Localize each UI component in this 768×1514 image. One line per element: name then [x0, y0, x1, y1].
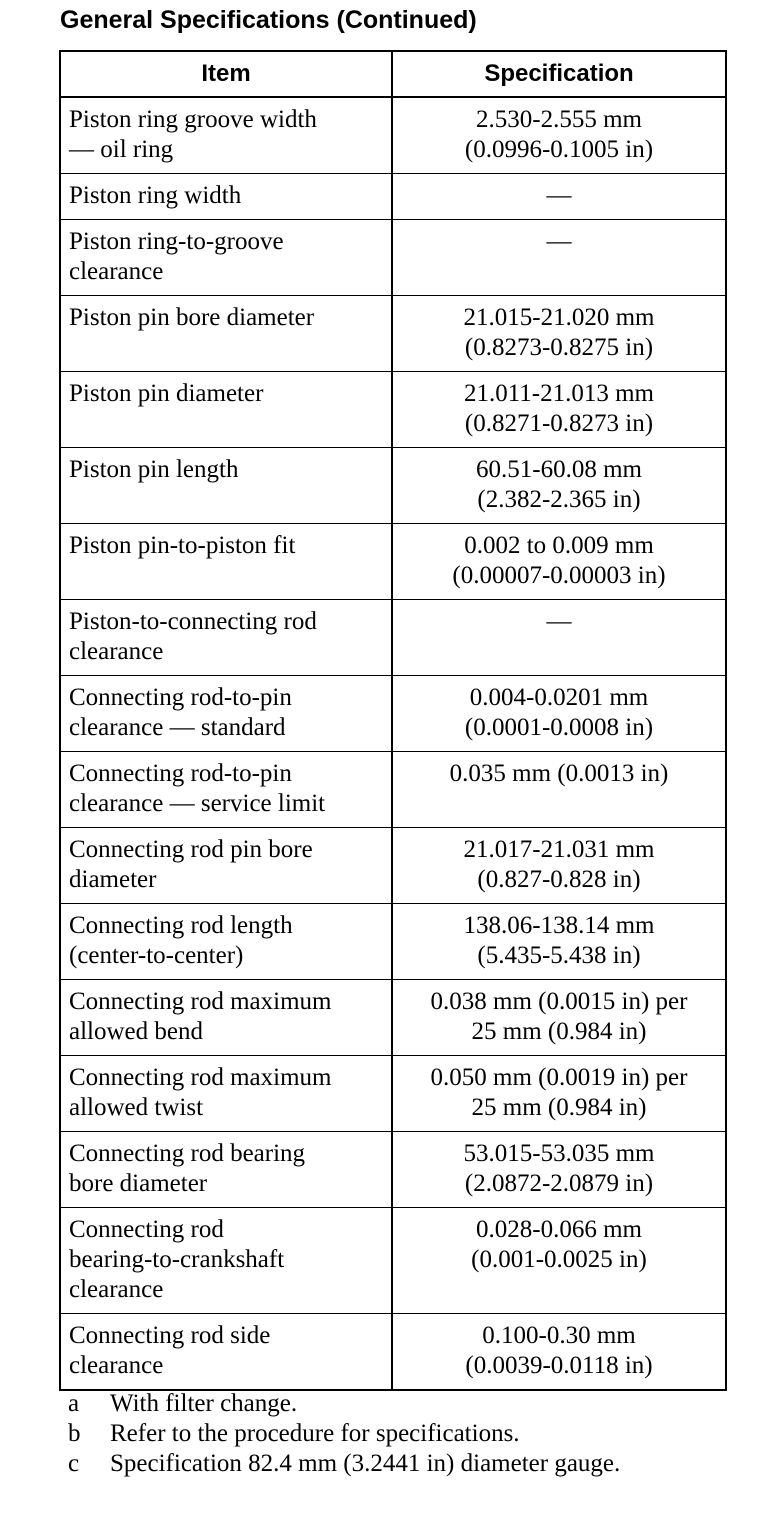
specification-cell — [392, 97, 726, 174]
footnote — [68, 1419, 620, 1449]
item-cell — [60, 296, 392, 372]
specification-cell — [392, 448, 726, 524]
specification-cell — [392, 1132, 726, 1208]
table-row — [60, 1208, 726, 1314]
item-line: Piston ring-to-groove — [69, 228, 284, 255]
item-line: Connecting rod maximum — [69, 1064, 332, 1091]
specification-line: 138.06-138.14 mm — [463, 912, 655, 939]
specification-line: (0.0996-0.1005 in) — [464, 136, 654, 163]
specification-column-header: Specification — [392, 51, 726, 97]
item-line: (center-to-center) — [69, 942, 244, 969]
specification-cell — [392, 1056, 726, 1132]
specification-line: (0.0001-0.0008 in) — [464, 714, 654, 741]
specification-cell — [392, 524, 726, 600]
specification-line: 60.51-60.08 mm — [476, 456, 642, 483]
specification-line: (2.0872-2.0879 in) — [464, 1170, 654, 1197]
table-row — [60, 372, 726, 448]
item-line: Connecting rod maximum — [69, 988, 332, 1015]
specification-line: (0.00007-0.00003 in) — [452, 562, 666, 589]
specification-line: 0.002 to 0.009 mm — [464, 532, 654, 559]
item-line: Connecting rod-to-pin — [69, 684, 292, 711]
item-line: clearance — [69, 1276, 164, 1303]
specification-cell — [392, 676, 726, 752]
item-line: Connecting rod bearing — [69, 1140, 306, 1167]
specification-line: 0.035 mm (0.0013 in) — [449, 760, 669, 787]
specification-line: — — [546, 608, 572, 635]
table-row — [60, 97, 726, 174]
item-cell — [60, 524, 392, 600]
item-column-header: Item — [60, 51, 392, 97]
item-line: clearance — [69, 258, 164, 285]
specification-line: (0.8273-0.8275 in) — [464, 334, 654, 361]
table-row — [60, 1314, 726, 1391]
item-line: Piston pin bore diameter — [69, 304, 315, 331]
item-line: Piston ring groove width — [69, 106, 317, 133]
item-line: Connecting rod side — [69, 1322, 271, 1349]
item-cell — [60, 1132, 392, 1208]
table-row — [60, 1056, 726, 1132]
table-row — [60, 752, 726, 828]
item-line: — oil ring — [69, 136, 174, 163]
table-row — [60, 828, 726, 904]
item-line: Connecting rod pin bore — [69, 836, 313, 863]
item-line: Piston pin-to-piston fit — [69, 532, 296, 559]
specification-cell — [392, 1208, 726, 1314]
specification-line: 0.004-0.0201 mm — [469, 684, 649, 711]
specification-cell — [392, 174, 726, 220]
item-cell — [60, 372, 392, 448]
footnote-key: a — [68, 1390, 80, 1417]
specification-line: (0.8271-0.8273 in) — [464, 410, 654, 437]
item-line: Connecting rod-to-pin — [69, 760, 292, 787]
table-row — [60, 676, 726, 752]
specification-line: 2.530-2.555 mm — [476, 106, 642, 133]
table-row — [60, 980, 726, 1056]
specification-cell — [392, 752, 726, 828]
specification-cell — [392, 220, 726, 296]
table-row — [60, 174, 726, 220]
specification-cell — [392, 904, 726, 980]
specification-cell — [392, 372, 726, 448]
page-title: General Specifications (Continued) — [60, 6, 477, 34]
footnote-text: Specification 82.4 mm (3.2441 in) diameter gauge. — [110, 1450, 621, 1477]
table-row — [60, 220, 726, 296]
table-row — [60, 448, 726, 524]
footnote-text: Refer to the procedure for specifications. — [110, 1420, 520, 1447]
specification-line: 21.017-21.031 mm — [463, 836, 655, 863]
item-line: diameter — [69, 866, 157, 893]
specifications-table — [59, 50, 727, 1391]
footnotes — [68, 1389, 620, 1479]
item-line: Piston pin diameter — [69, 380, 264, 407]
item-cell — [60, 904, 392, 980]
table-row — [60, 296, 726, 372]
item-line: allowed twist — [69, 1094, 204, 1121]
footnote-text: With filter change. — [110, 1390, 298, 1417]
item-line: clearance — [69, 1352, 164, 1379]
item-cell — [60, 448, 392, 524]
specification-line: 25 mm (0.984 in) — [471, 1094, 647, 1121]
footnote-key: c — [68, 1450, 80, 1477]
item-line: Connecting rod length — [69, 912, 293, 939]
specification-line: 0.050 mm (0.0019 in) per — [430, 1064, 688, 1091]
specification-line: 21.011-21.013 mm — [463, 380, 655, 407]
specification-line: 53.015-53.035 mm — [463, 1140, 655, 1167]
item-line: clearance — service limit — [69, 790, 326, 817]
specification-line: (5.435-5.438 in) — [477, 942, 641, 969]
specification-line: 21.015-21.020 mm — [463, 304, 655, 331]
specification-cell — [392, 296, 726, 372]
item-cell — [60, 174, 392, 220]
table-row — [60, 904, 726, 980]
table-row — [60, 600, 726, 676]
item-cell — [60, 980, 392, 1056]
item-cell — [60, 676, 392, 752]
footnote — [68, 1389, 620, 1419]
specification-line: — — [546, 182, 572, 209]
item-line: bearing-to-crankshaft — [69, 1246, 285, 1273]
item-cell — [60, 1056, 392, 1132]
item-cell — [60, 600, 392, 676]
item-line: allowed bend — [69, 1018, 203, 1045]
footnote-key: b — [68, 1420, 81, 1447]
table-row — [60, 524, 726, 600]
specification-cell — [392, 1314, 726, 1391]
specification-cell — [392, 828, 726, 904]
specification-line: 25 mm (0.984 in) — [471, 1018, 647, 1045]
item-line: Connecting rod — [69, 1216, 224, 1243]
item-cell — [60, 1208, 392, 1314]
item-cell — [60, 220, 392, 296]
item-line: bore diameter — [69, 1170, 208, 1197]
specification-line: 0.038 mm (0.0015 in) per — [430, 988, 688, 1015]
specification-line: (2.382-2.365 in) — [477, 486, 641, 513]
table-row — [60, 1132, 726, 1208]
specification-cell — [392, 980, 726, 1056]
table-header-row — [60, 51, 726, 97]
specification-line: (0.0039-0.0118 in) — [465, 1352, 653, 1379]
specification-line: (0.827-0.828 in) — [477, 866, 641, 893]
specification-line: 0.100-0.30 mm — [482, 1322, 636, 1349]
item-line: clearance — [69, 638, 164, 665]
item-line: clearance — standard — [69, 714, 286, 741]
item-cell — [60, 828, 392, 904]
table-body — [60, 97, 726, 1390]
item-line: Piston ring width — [69, 182, 242, 209]
item-cell — [60, 752, 392, 828]
item-cell — [60, 1314, 392, 1391]
footnote — [68, 1449, 620, 1479]
item-cell — [60, 97, 392, 174]
specification-cell — [392, 600, 726, 676]
specification-line: — — [546, 228, 572, 255]
specification-line: (0.001-0.0025 in) — [471, 1246, 647, 1273]
item-line: Piston pin length — [69, 456, 239, 483]
item-line: Piston-to-connecting rod — [69, 608, 317, 635]
specification-line: 0.028-0.066 mm — [476, 1216, 642, 1243]
